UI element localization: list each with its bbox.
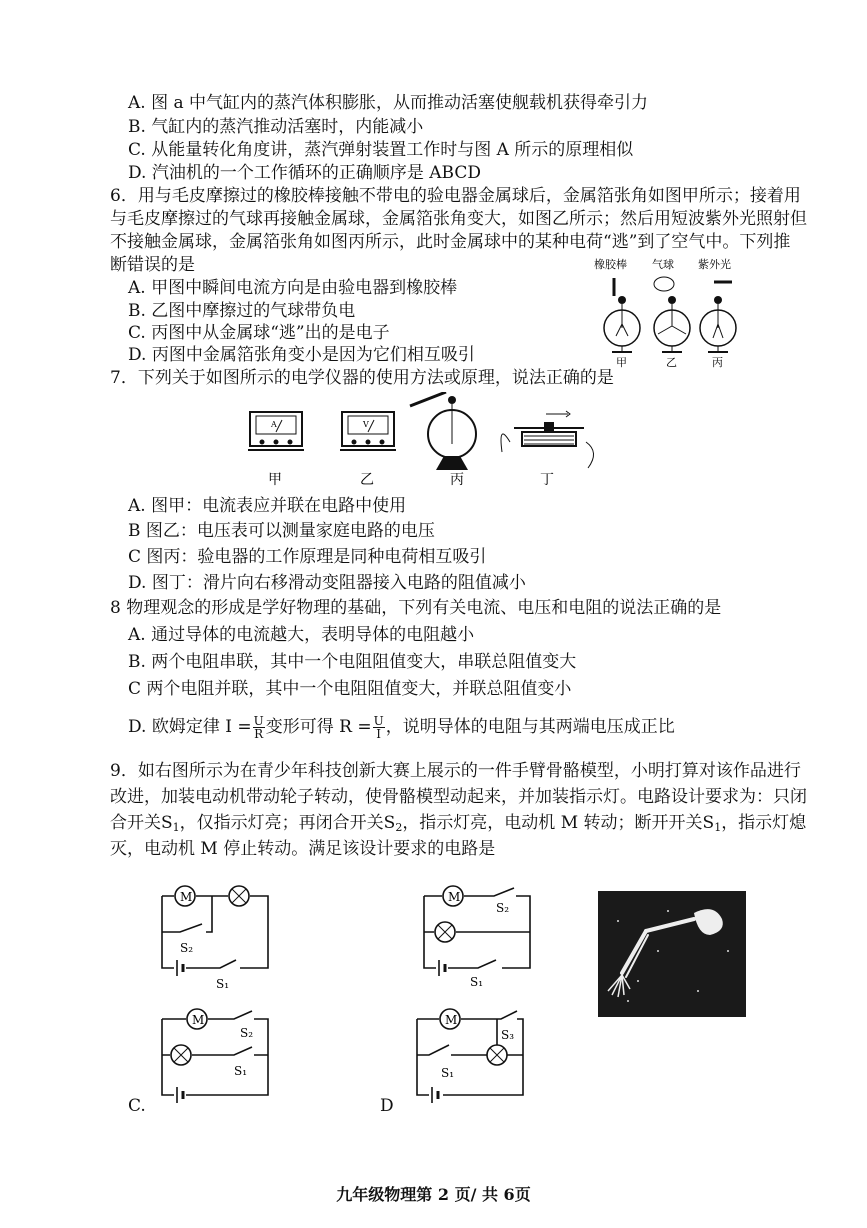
svg-text:M: M — [180, 890, 193, 904]
q7-jia-label: 甲 — [268, 472, 282, 488]
ammeter-icon — [248, 412, 304, 450]
q8-option-c: C 两个电阻并联，其中一个电阻阻值变大，并联总阻值变小 — [128, 679, 572, 699]
lamp-icon — [435, 922, 455, 942]
q7-option-d: D. 图丁：滑片向右移滑动变阻器接入电路的阻值减小 — [128, 573, 526, 593]
q5-option-d: D. 汽油机的一个工作循环的正确顺序是 ABCD — [128, 163, 481, 183]
electroscope-icon — [410, 392, 476, 470]
page-footer: 九年级物理第 2 页/ 共 6页 — [336, 1185, 531, 1204]
yi-label: 乙 — [666, 356, 677, 368]
lamp-icon — [171, 1045, 191, 1065]
circuit-d — [405, 1005, 535, 1115]
circuit-d-label: D — [380, 1096, 394, 1116]
q6-stem-line-3: 不接触金属球，金属箔张角如图丙所示，此时金属球中的某种电荷“逃”到了空气中。下列推 — [110, 232, 791, 252]
q9-line-4: 灭，电动机 M 停止转动。满足该设计要求的电路是 — [110, 839, 496, 859]
svg-text:M: M — [448, 890, 461, 904]
q6-option-d: D. 丙图中金属箔张角变小是因为它们相互吸引 — [128, 345, 475, 365]
s1-label: S₁ — [470, 975, 484, 989]
q7-stem: 7．下列关于如图所示的电学仪器的使用方法或原理，说法正确的是 — [110, 368, 614, 388]
s1-label: S₁ — [216, 977, 230, 991]
uv-light-label: 紫外光 — [698, 258, 731, 271]
circuit-c-label: C. — [128, 1096, 146, 1116]
q6-stem-line-1: 6．用与毛皮摩擦过的橡胶棒接触不带电的验电器金属球后，金属箔张角如图甲所示；接着用 — [110, 186, 801, 206]
svg-text:M: M — [445, 1013, 458, 1027]
q5-option-b: B. 气缸内的蒸汽推动活塞时，内能减小 — [128, 117, 424, 137]
arm-skeleton-icon — [598, 891, 746, 1017]
bing-label: 丙 — [712, 356, 723, 368]
s2-label: S₂ — [180, 941, 194, 955]
q7-bing-label: 丙 — [450, 472, 464, 488]
q6-electroscope-figure — [592, 256, 752, 368]
lamp-icon — [229, 886, 249, 906]
arm-skeleton-photo — [598, 891, 746, 1017]
circuit-a — [150, 882, 280, 992]
q8-option-d: D. 欧姆定律 I = $\frac{U}{R}$ 变形可得 R = $\frac{U}{I}$ ，说明导体的电阻与其两端电压成正比 — [128, 714, 675, 741]
s3-label: S₃ — [501, 1028, 515, 1042]
q5-option-a: A. 图 a 中气缸内的蒸汽体积膨胀，从而推动活塞使舰载机获得牵引力 — [128, 93, 649, 113]
q6-stem-line-2: 与毛皮摩擦过的气球再接触金属球，金属箔张角变大，如图乙所示；然后用短波紫外光照射但 — [110, 209, 807, 229]
q6-option-c: C. 丙图中从金属球“逃”出的是电子 — [128, 323, 390, 343]
q6-stem-line-4: 断错误的是 — [110, 255, 195, 275]
q6-option-a: A. 甲图中瞬间电流方向是由验电器到橡胶棒 — [128, 278, 458, 298]
q8-option-b: B. 两个电阻串联，其中一个电阻阻值变大，串联总阻值变大 — [128, 652, 577, 672]
s1-label: S₁ — [234, 1064, 248, 1078]
q5-option-c: C. 从能量转化角度讲，蒸汽弹射装置工作时与图 A 所示的原理相似 — [128, 140, 634, 160]
q9-line-1: 9．如右图所示为在青少年科技创新大赛上展示的一件手臂骨骼模型，小明打算对该作品进行 — [110, 761, 801, 781]
electroscope-yi-icon — [654, 277, 690, 352]
circuit-b — [412, 882, 542, 992]
q8-option-a: A. 通过导体的电流越大，表明导体的电阻越小 — [128, 625, 475, 645]
electroscope-jia-icon — [604, 278, 640, 352]
svg-text:M: M — [192, 1013, 205, 1027]
q9-line-2: 改进，加装电动机带动轮子转动，使骨骼模型动起来，并加装指示灯。电路设计要求为：只闭 — [110, 787, 807, 807]
balloon-label: 气球 — [652, 258, 674, 271]
rubber-rod-label: 橡胶棒 — [594, 258, 627, 271]
q7-option-b: B 图乙：电压表可以测量家庭电路的电压 — [128, 521, 435, 541]
q7-ding-label: 丁 — [540, 472, 554, 488]
s1-label: S₁ — [441, 1066, 455, 1080]
s2-label: S₂ — [496, 901, 510, 915]
circuit-c — [150, 1005, 280, 1115]
q7-instruments-figure — [240, 392, 600, 492]
q6-option-b: B. 乙图中摩擦过的气球带负电 — [128, 301, 356, 321]
q7-option-c: C 图丙：验电器的工作原理是同种电荷相互吸引 — [128, 547, 487, 567]
fraction-u-over-r: $\frac{U}{R}$ — [253, 714, 264, 741]
rheostat-icon — [501, 411, 594, 468]
s2-label: S₂ — [240, 1026, 254, 1040]
fraction-u-over-i: $\frac{U}{I}$ — [373, 714, 384, 741]
lamp-icon — [487, 1045, 507, 1065]
voltmeter-icon — [340, 412, 396, 450]
ammeter-label: A — [271, 420, 277, 429]
electroscope-bing-icon — [700, 282, 736, 352]
q8-stem: 8 物理观念的形成是学好物理的基础，下列有关电流、电压和电阻的说法正确的是 — [110, 598, 722, 618]
q9-line-3: 合开关$S_1$，仅指示灯亮；再闭合开关$S_2$，指示灯亮，电动机 M 转动；断开开关$S_1$，指示灯熄 — [110, 813, 807, 834]
voltmeter-label: V — [363, 420, 369, 429]
q7-yi-label: 乙 — [360, 472, 374, 488]
q7-option-a: A. 图甲：电流表应并联在电路中使用 — [128, 496, 407, 516]
jia-label: 甲 — [616, 356, 627, 368]
